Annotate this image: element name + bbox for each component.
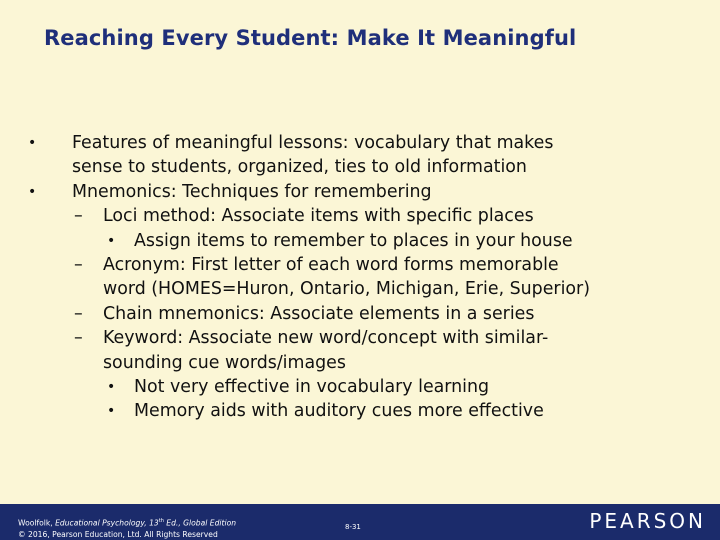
- sub-bullet-text: Chain mnemonics: Associate elements in a series: [103, 303, 535, 324]
- slide-title: Reaching Every Student: Make It Meaningful: [44, 26, 577, 50]
- bullet-text: Features of meaningful lessons: vocabulary that makes sense to students, organized, ties to old information: [72, 133, 554, 178]
- dash-marker: –: [74, 303, 83, 324]
- bullet-item: [28, 180, 688, 204]
- bullet-marker: •: [107, 379, 116, 396]
- citation-edition: Ed., Global Edition: [163, 518, 237, 528]
- bullet-list: [28, 131, 688, 424]
- bullet-marker: •: [28, 135, 37, 151]
- sub-bullet-item: [28, 204, 688, 228]
- sub-sub-bullet-item: [28, 399, 688, 423]
- bullet-text: Mnemonics: Techniques for remembering: [72, 181, 432, 202]
- pearson-logo: PEARSON: [589, 509, 706, 533]
- dash-marker: –: [74, 255, 83, 276]
- citation-sup: th: [158, 518, 164, 524]
- sub-bullet-text: Keyword: Associate new word/concept with similar- sounding cue words/images: [103, 328, 549, 373]
- sub-sub-bullet-text: Not very effective in vocabulary learning: [134, 377, 490, 398]
- sub-bullet-item: [28, 253, 688, 302]
- sub-sub-bullet-item: [28, 229, 688, 253]
- sub-sub-bullet-text: Assign items to remember to places in your house: [134, 230, 573, 251]
- sub-bullet-item: [28, 302, 688, 326]
- sub-bullet-text: Acronym: First letter of each word forms memorable word (HOMES=Huron, Ontario, Michigan, Erie, Superior): [103, 255, 590, 300]
- sub-sub-bullet-item: [28, 375, 688, 399]
- citation-author: Woolfolk,: [18, 518, 56, 528]
- sub-sub-bullet-text: Memory aids with auditory cues more effective: [134, 401, 544, 422]
- sub-bullet-item: [28, 326, 688, 375]
- page-number: 8-31: [345, 523, 361, 531]
- bullet-marker: •: [107, 232, 116, 249]
- citation: [18, 516, 236, 540]
- sub-bullet-text: Loci method: Associate items with specific places: [103, 206, 534, 227]
- dash-marker: –: [74, 328, 83, 349]
- bullet-marker: •: [28, 183, 37, 200]
- bullet-marker: •: [107, 403, 116, 420]
- bullet-item: [28, 131, 688, 180]
- citation-book: Educational Psychology, 13: [55, 518, 159, 528]
- dash-marker: –: [74, 206, 83, 227]
- copyright: © 2016, Pearson Education, Ltd. All Rights Reserved: [18, 529, 218, 539]
- footer-bar: [0, 504, 720, 540]
